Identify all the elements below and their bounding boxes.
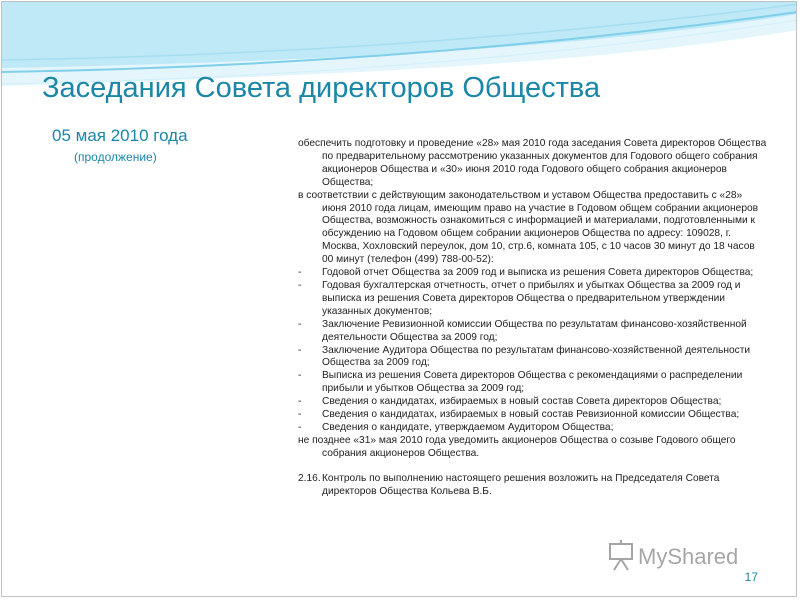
list-item xyxy=(298,345,768,371)
paragraph-notify-shareholders: не позднее «31» мая 2010 года уведомить акционеров Общества о созыве Годового общего собрания акционеров Общества. xyxy=(298,434,736,459)
list-dash: - xyxy=(298,409,302,421)
continuation-label: (продолжение) xyxy=(74,150,157,164)
list-dash: - xyxy=(298,267,302,279)
list-dash: - xyxy=(298,318,302,330)
slide-title: Заседания Совета директоров Общества xyxy=(42,72,601,104)
presentation-board-icon xyxy=(610,540,632,570)
list-item xyxy=(298,396,768,409)
paragraph-prepare-meeting: обеспечить подготовку и проведение «28» мая 2010 года заседания Совета директоров Общества по предварительному рассмотрению указанных документов для Годового общего собрания акционеров Общества и «30» июня 2010 года Годового общего собрания акционеров Общества; xyxy=(298,138,767,188)
list-item xyxy=(298,280,768,319)
decision-text xyxy=(298,138,768,498)
list-item-text: Сведения о кандидате, утверждаемом Аудитором Общества; xyxy=(322,421,614,433)
list-dash: - xyxy=(298,370,302,382)
page-number: 17 xyxy=(744,570,758,584)
list-item-text: Годовая бухгалтерская отчетность, отчет о прибылях и убытках Общества за 2009 год и выписка из решения Совета директоров Общества о предварительном утверждении указанных документов; xyxy=(322,279,741,317)
list-dash: - xyxy=(298,344,302,356)
list-dash: - xyxy=(298,396,302,408)
list-item xyxy=(298,422,768,435)
slide xyxy=(1,1,797,597)
list-dash: - xyxy=(298,421,302,433)
clause-text: Контроль по выполнению настоящего решения возложить на Председателя Совета директоров Общества Кольева В.Б. xyxy=(322,472,720,497)
list-item-text: Заключение Аудитора Общества по результатам финансово-хозяйственной деятельности Общества за 2009 год; xyxy=(322,344,751,369)
spacer xyxy=(298,461,768,473)
list-item xyxy=(298,409,768,422)
list-item xyxy=(298,267,768,280)
list-item xyxy=(298,370,768,396)
list-item-text: Сведения о кандидатах, избираемых в новый состав Совета директоров Общества; xyxy=(322,396,722,408)
paragraph-materials-access: в соответствии с действующим законодательством и уставом Общества предоставить с «28» июня 2010 года лицам, имеющим право на участие в Годовом общем собрании акционеров Общества, возможность ознакомиться с информацией и материалами, подготовленными к обсуждению на Годовом общем собрании акционеров Общества по адресу: 109028, г. Москва, Хохловский переулок, дом 10, стр.6, комната 105, с 10 часов 30 минут до 18 часов 00 минут (телефон (499) 788-00-52): xyxy=(298,189,759,266)
clause-2-16 xyxy=(298,473,768,499)
list-item xyxy=(298,319,768,345)
watermark-text: MyShared xyxy=(638,544,739,569)
list-dash: - xyxy=(298,279,302,291)
clause-number: 2.16. xyxy=(298,472,321,484)
list-item-text: Выписка из решения Совета директоров Общества с рекомендациями о распределении прибыли и убытков Общества за 2009 год; xyxy=(322,370,743,395)
list-item-text: Сведения о кандидатах, избираемых в новый состав Ревизионной комиссии Общества; xyxy=(322,409,740,421)
list-item-text: Годовой отчет Общества за 2009 год и выписка из решения Совета директоров Общества; xyxy=(322,267,754,279)
meeting-date: 05 мая 2010 года xyxy=(52,126,188,145)
list-item-text: Заключение Ревизионной комиссии Общества по результатам финансово-хозяйственной деятельности Общества за 2009 год; xyxy=(322,318,747,343)
